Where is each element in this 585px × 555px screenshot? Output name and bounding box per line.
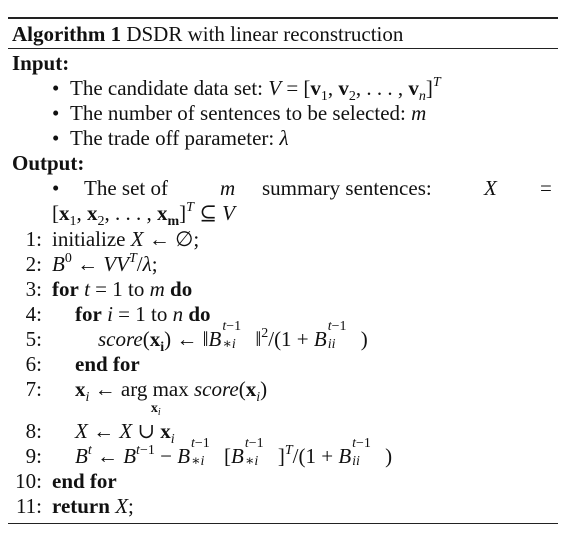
algorithm-label: Algorithm 1 bbox=[12, 22, 122, 46]
score-function: score bbox=[98, 327, 143, 351]
output-description: • The set of m summary sentences: X = bbox=[52, 176, 552, 200]
step-return: return X; bbox=[52, 494, 134, 518]
algorithm-name: DSDR with linear reconstruction bbox=[126, 22, 404, 46]
step-b0: $B^0$ ← $VV^T/\lambda$; bbox=[52, 251, 158, 276]
step-inner-for: for i = 1 to n do bbox=[75, 302, 211, 326]
bullet-icon: • bbox=[52, 126, 60, 150]
for-keyword: for bbox=[52, 277, 79, 301]
step-argmax: $x_i$ ← arg max $x_i$ $score(x_i)$ bbox=[75, 377, 268, 418]
score-function: score bbox=[193, 377, 239, 401]
line-number: 2: bbox=[25, 252, 42, 276]
step-update-b: $B^t$ ← $B^{t-1} - B$ t−1 ∗i [B t−1 ∗i ]$^T$/(1 + B t−1 ii ) bbox=[75, 436, 393, 469]
line-number: 1: bbox=[25, 227, 42, 251]
input-tradeoff: • The trade off parameter: λ bbox=[52, 126, 289, 150]
do-keyword: do bbox=[188, 302, 211, 326]
for-keyword: for bbox=[75, 302, 102, 326]
line-number: 6: bbox=[25, 352, 42, 376]
candidate-text: The candidate data set: bbox=[70, 76, 269, 100]
output-heading: Output: bbox=[12, 151, 85, 175]
output-formula: [$x_1$, $x_2$, . . . , $x_m]^T$ ⊆ V bbox=[52, 200, 235, 229]
bullet-icon: • bbox=[52, 101, 60, 125]
line-number: 11: bbox=[15, 494, 42, 518]
line-number: 9: bbox=[25, 444, 42, 468]
return-keyword: return bbox=[52, 494, 110, 518]
algorithm-title bbox=[12, 22, 403, 46]
line-number: 4: bbox=[25, 302, 42, 326]
output-text-2: summary sentences: bbox=[262, 176, 432, 200]
bottom-rule bbox=[8, 523, 558, 524]
tradeoff-text: The trade off parameter: bbox=[70, 126, 280, 150]
line-number: 8: bbox=[25, 419, 42, 443]
input-heading: Input: bbox=[12, 51, 70, 75]
sentences-text: The number of sentences to be selected: bbox=[70, 101, 412, 125]
step-end-outer-for: end for bbox=[52, 469, 117, 493]
output-text: The set of bbox=[84, 176, 168, 200]
initialize-keyword: initialize bbox=[52, 227, 126, 251]
line-number: 5: bbox=[25, 327, 42, 351]
line-number: 7: bbox=[25, 377, 42, 401]
to-keyword: to bbox=[128, 277, 145, 301]
bullet-icon: • bbox=[52, 76, 60, 100]
bullet-icon: • bbox=[52, 176, 60, 200]
argmax-operator: arg max bbox=[120, 377, 189, 401]
input-sentence-count: • The number of sentences to be selected: m bbox=[52, 101, 427, 125]
step-initialize: initialize X ← ∅; bbox=[52, 227, 200, 251]
line-number: 3: bbox=[25, 277, 42, 301]
do-keyword: do bbox=[170, 277, 193, 301]
step-outer-for: for t = 1 to m do bbox=[52, 277, 193, 301]
step-score: $score(x_i)$ ← ‖B t−1 ∗i ‖$^2$/(1 + B t−1 ii ) bbox=[98, 319, 368, 355]
to-keyword: to bbox=[151, 302, 168, 326]
step-update-x: X ← X ∪ $x_i$ bbox=[75, 419, 175, 447]
title-rule bbox=[8, 48, 558, 49]
top-rule bbox=[8, 17, 558, 19]
line-number: 10: bbox=[15, 469, 42, 493]
step-end-inner-for: end for bbox=[75, 352, 140, 376]
input-candidate-set: • The candidate data set: $V = [v_1$, $v_2$, . . . , $v_n]^T$ bbox=[52, 75, 441, 104]
